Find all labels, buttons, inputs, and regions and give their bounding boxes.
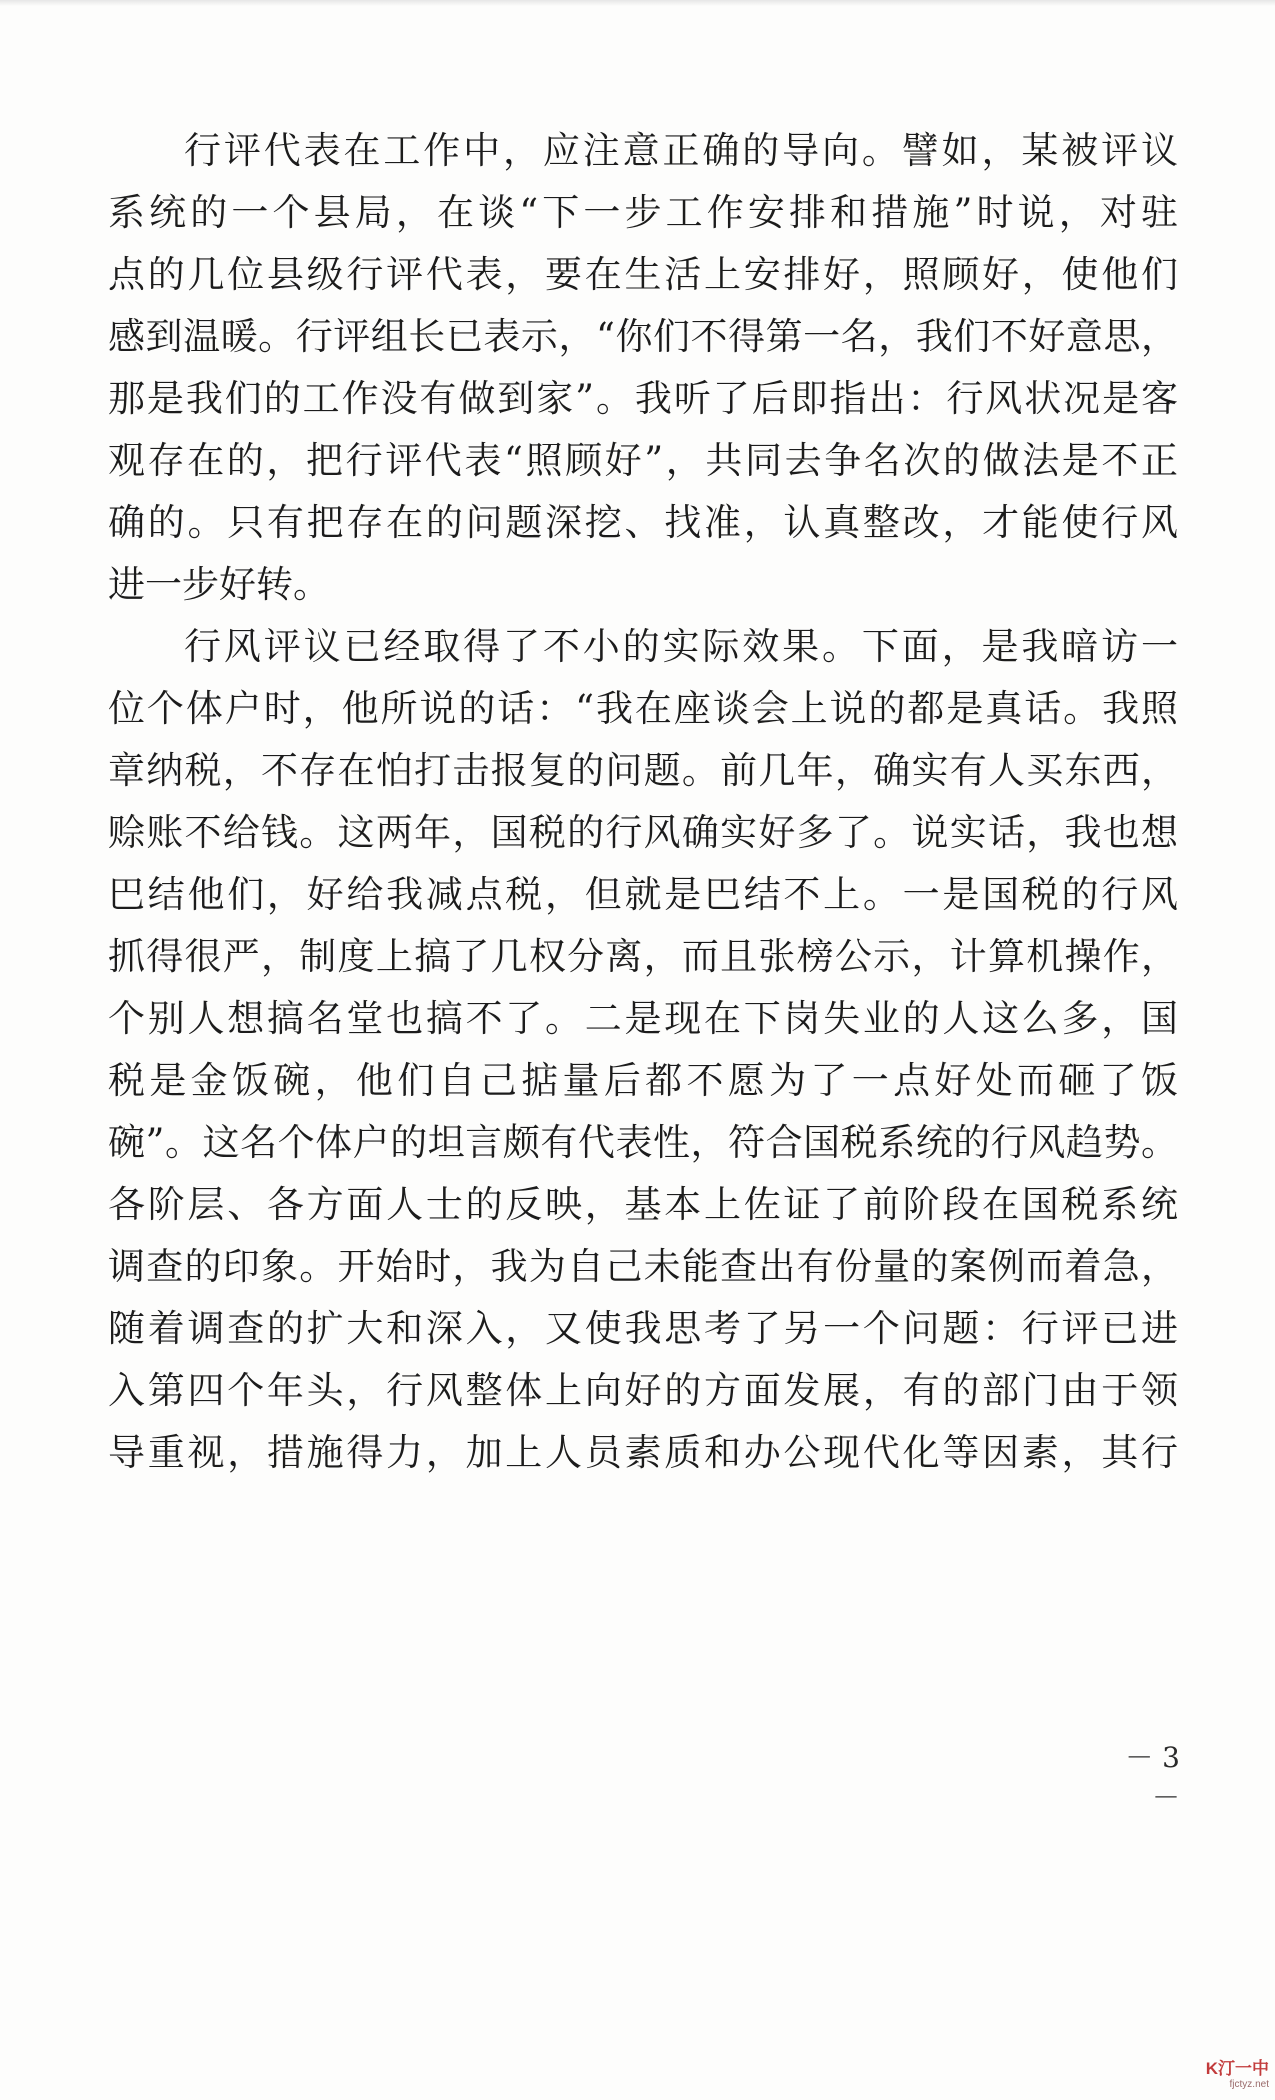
text-line: 系统的一个县局，在谈“下一步工作安排和措施”时说，对驻 [108,191,1178,234]
text-line: 碗”。这名个体户的坦言颇有代表性，符合国税系统的行风趋势。 [108,1121,1178,1164]
page-number: － 3 － [1125,1741,1180,1814]
paragraph-2 [108,616,1178,1484]
text-line: 那是我们的工作没有做到家”。我听了后即指出：行风状况是客 [108,377,1178,420]
watermark-logo-text: K汀一中 [1205,2059,1269,2078]
scan-edge-shadow [0,0,1275,6]
text-line: 行风评议已经取得了不小的实际效果。下面，是我暗访一 [184,625,1178,668]
body-text [108,120,1178,1484]
text-line: 点的几位县级行评代表，要在生活上安排好，照顾好，使他们 [108,253,1178,296]
text-line: 抓得很严，制度上搞了几权分离，而且张榜公示，计算机操作， [108,935,1178,978]
text-line: 感到温暖。行评组长已表示，“你们不得第一名，我们不好意思， [108,315,1178,358]
site-watermark [1195,2058,1269,2092]
watermark-url: fjctyz.net [1229,2079,1269,2090]
text-line: 观存在的，把行评代表“照顾好”，共同去争名次的做法是不正 [108,439,1178,482]
text-line: 各阶层、各方面人士的反映，基本上佐证了前阶段在国税系统 [108,1183,1178,1226]
text-line: 行评代表在工作中，应注意正确的导向。譬如，某被评议 [184,129,1178,172]
text-line: 调查的印象。开始时，我为自己未能查出有份量的案例而着急， [108,1245,1178,1288]
text-line: 入第四个年头，行风整体上向好的方面发展，有的部门由于领 [108,1369,1178,1412]
text-line: 巴结他们，好给我减点税，但就是巴结不上。一是国税的行风 [108,873,1178,916]
text-line: 位个体户时，他所说的话：“我在座谈会上说的都是真话。我照 [108,687,1178,730]
text-line: 随着调查的扩大和深入，又使我思考了另一个问题：行评已进 [108,1307,1178,1350]
text-line: 个别人想搞名堂也搞不了。二是现在下岗失业的人这么多，国 [108,997,1178,1040]
text-line: 导重视，措施得力，加上人员素质和办公现代化等因素，其行 [108,1431,1178,1474]
text-line: 税是金饭碗，他们自己掂量后都不愿为了一点好处而砸了饭 [108,1059,1178,1102]
paragraph-1 [108,120,1178,616]
text-line: 确的。只有把存在的问题深挖、找准，认真整改，才能使行风 [108,501,1178,544]
text-line: 赊账不给钱。这两年，国税的行风确实好多了。说实话，我也想 [108,811,1178,854]
text-line: 章纳税，不存在怕打击报复的问题。前几年，确实有人买东西， [108,749,1178,792]
text-line: 进一步好转。 [108,563,330,606]
